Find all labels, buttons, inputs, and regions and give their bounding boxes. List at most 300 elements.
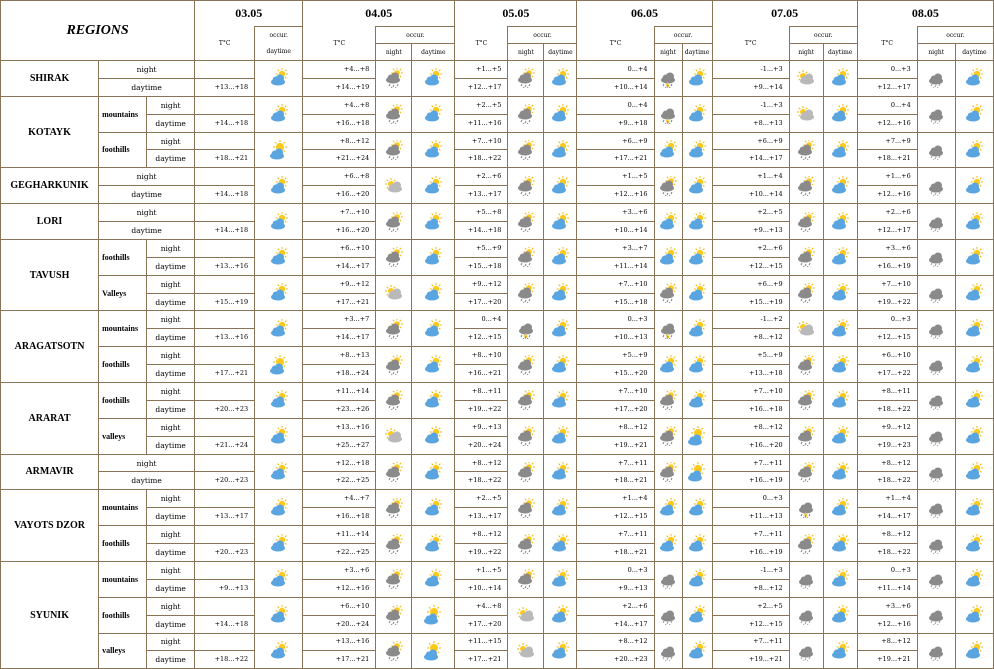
- cloudy-rain-icon: [508, 247, 543, 267]
- temp-col-header: T°C: [857, 27, 917, 61]
- sun-shower-icon: [255, 140, 302, 160]
- day-icon-cell: [412, 418, 455, 454]
- thunderstorm-icon: [655, 104, 682, 124]
- temp-range: +12...+16: [857, 114, 917, 132]
- overcast-rain-icon: [918, 68, 955, 88]
- day-icon-cell: [682, 132, 712, 168]
- temp-range: +1...+4: [857, 490, 917, 508]
- thunderstorm-icon: [655, 68, 682, 88]
- day-icon-cell: [544, 347, 577, 383]
- temp-range: -1...+2: [712, 311, 789, 329]
- cloudy-rain-icon: [655, 390, 682, 410]
- cloud-sun-icon: [790, 104, 823, 124]
- day-icon-cell: [955, 347, 993, 383]
- temp-range: +10...+14: [455, 579, 508, 597]
- table-row: [1, 239, 994, 257]
- temp-range: +19...+21: [857, 651, 917, 669]
- day-icon-cell: [823, 526, 857, 562]
- night-icon-cell: [654, 383, 682, 419]
- night-icon-cell: [789, 490, 823, 526]
- cloudy-rain-icon: [376, 390, 411, 410]
- overcast-rain-icon: [918, 534, 955, 554]
- partly-cloudy-icon: [255, 426, 302, 446]
- overcast-rain-icon: [918, 212, 955, 232]
- temp-range: [195, 633, 255, 651]
- night-icon-cell: [917, 418, 955, 454]
- region-name: LORI: [1, 204, 99, 240]
- night-icon-cell: [376, 561, 412, 597]
- night-icon-cell: [508, 526, 544, 562]
- temp-range: +8...+12: [857, 454, 917, 472]
- night-icon-cell: [508, 239, 544, 275]
- period-label: daytime: [147, 544, 195, 562]
- temp-range: +13...+17: [455, 508, 508, 526]
- day-icon-cell: [823, 96, 857, 132]
- cloudy-rain-icon: [376, 569, 411, 589]
- period-label: night: [147, 132, 195, 150]
- temp-range: +8...+13: [712, 114, 789, 132]
- temp-range: +3...+7: [303, 311, 376, 329]
- temp-range: +12...+16: [303, 579, 376, 597]
- cloudy-rain-icon: [376, 104, 411, 124]
- temp-range: +6...+10: [303, 239, 376, 257]
- cloudy-rain-icon: [376, 641, 411, 661]
- temp-range: +5...+9: [455, 239, 508, 257]
- period-label: night: [147, 526, 195, 544]
- day-icon-cell: [955, 96, 993, 132]
- partly-cloudy-icon: [412, 355, 454, 375]
- period-label: night: [99, 61, 195, 79]
- day-icon-cell: [955, 239, 993, 275]
- temp-range: +22...+25: [303, 472, 376, 490]
- day-icon-cell: [823, 454, 857, 490]
- temp-range: +12...+16: [577, 186, 654, 204]
- temp-range: +3...+6: [303, 561, 376, 579]
- day-icon-cell: [544, 526, 577, 562]
- partly-cloudy-icon: [824, 641, 857, 661]
- overcast-rain-icon: [918, 247, 955, 267]
- table-row: [1, 275, 994, 293]
- temp-range: +12...+18: [303, 454, 376, 472]
- day-icon-cell: [544, 418, 577, 454]
- partly-cloudy-icon: [956, 212, 993, 232]
- night-icon-cell: [789, 383, 823, 419]
- partly-cloudy-icon: [824, 176, 857, 196]
- overcast-rain-icon: [918, 426, 955, 446]
- temp-range: +16...+19: [712, 544, 789, 562]
- temp-range: +19...+22: [857, 293, 917, 311]
- temp-range: +11...+14: [303, 526, 376, 544]
- occur-col-header: occur.: [654, 27, 712, 44]
- day-icon-cell: [682, 383, 712, 419]
- temp-range: +2...+6: [455, 168, 508, 186]
- day-icon-cell: [412, 597, 455, 633]
- night-icon-cell: [508, 633, 544, 669]
- temp-range: +13...+16: [303, 633, 376, 651]
- partly-cloudy-icon: [412, 247, 454, 267]
- night-icon-cell: [508, 490, 544, 526]
- day-icon-cell: [682, 418, 712, 454]
- cloudy-rain-icon: [376, 462, 411, 482]
- temp-range: +16...+18: [303, 114, 376, 132]
- cloudy-rain-icon: [376, 605, 411, 625]
- partly-cloudy-icon: [824, 498, 857, 518]
- period-label: daytime: [147, 436, 195, 454]
- table-row: [1, 168, 994, 186]
- night-icon-cell: [376, 347, 412, 383]
- weather-icon-cell: [255, 96, 303, 132]
- day-icon-cell: [955, 275, 993, 311]
- day-icon-cell: [955, 204, 993, 240]
- day-icon-cell: [412, 633, 455, 669]
- cloudy-rain-icon: [508, 176, 543, 196]
- period-label: night: [147, 96, 195, 114]
- day-icon-cell: [955, 526, 993, 562]
- temp-range: [195, 561, 255, 579]
- overcast-rain-icon: [790, 569, 823, 589]
- temp-range: +6...+9: [712, 275, 789, 293]
- temp-range: +5...+8: [455, 204, 508, 222]
- period-label: daytime: [147, 293, 195, 311]
- temp-range: [195, 96, 255, 114]
- night-icon-cell: [654, 347, 682, 383]
- partly-cloudy-icon: [412, 140, 454, 160]
- temp-range: +1...+4: [712, 168, 789, 186]
- day-icon-cell: [823, 347, 857, 383]
- partly-cloudy-icon: [956, 498, 993, 518]
- cloudy-rain-icon: [376, 498, 411, 518]
- period-label: daytime: [147, 400, 195, 418]
- zone-label: foothills: [99, 597, 147, 633]
- cloudy-rain-icon: [790, 390, 823, 410]
- temp-range: +16...+18: [712, 400, 789, 418]
- partly-cloudy-icon: [412, 212, 454, 232]
- period-label: daytime: [147, 365, 195, 383]
- night-subheader: night: [508, 44, 544, 61]
- night-subheader: night: [789, 44, 823, 61]
- night-icon-cell: [917, 633, 955, 669]
- day-icon-cell: [955, 490, 993, 526]
- temp-range: +8...+12: [712, 329, 789, 347]
- day-icon-cell: [823, 561, 857, 597]
- temp-range: [195, 383, 255, 401]
- date-header: 04.05: [303, 1, 455, 27]
- temp-range: +19...+23: [857, 436, 917, 454]
- zone-label: mountains: [99, 490, 147, 526]
- day-icon-cell: [682, 347, 712, 383]
- partly-cloudy-icon: [956, 605, 993, 625]
- day-icon-cell: [682, 633, 712, 669]
- temp-range: +17...+20: [455, 615, 508, 633]
- cloudy-rain-icon: [790, 176, 823, 196]
- night-icon-cell: [917, 454, 955, 490]
- temp-range: +12...+17: [857, 78, 917, 96]
- temp-range: +9...+13: [577, 579, 654, 597]
- night-icon-cell: [376, 96, 412, 132]
- period-label: daytime: [147, 150, 195, 168]
- temp-range: +10...+14: [577, 78, 654, 96]
- day-icon-cell: [682, 61, 712, 97]
- zone-label: valleys: [99, 633, 147, 669]
- temp-range: +4...+8: [303, 61, 376, 79]
- weather-icon-cell: [255, 490, 303, 526]
- cloudy-rain-icon: [508, 355, 543, 375]
- partly-cloudy-icon: [255, 390, 302, 410]
- temp-range: [195, 61, 255, 79]
- temp-range: +2...+6: [577, 597, 654, 615]
- period-label: night: [147, 418, 195, 436]
- partly-cloudy-icon: [655, 534, 682, 554]
- cloud-sun-icon: [790, 319, 823, 339]
- weather-icon-cell: [255, 383, 303, 419]
- partly-cloudy-icon: [824, 355, 857, 375]
- night-icon-cell: [376, 597, 412, 633]
- region-name: SYUNIK: [1, 561, 99, 668]
- night-icon-cell: [508, 204, 544, 240]
- temp-range: +8...+10: [455, 347, 508, 365]
- period-label: night: [147, 275, 195, 293]
- partly-cloudy-icon: [255, 176, 302, 196]
- weather-icon-cell: [255, 275, 303, 311]
- weather-icon-cell: [255, 633, 303, 669]
- temp-range: +18...+22: [857, 472, 917, 490]
- partly-cloudy-icon: [683, 355, 712, 375]
- weather-icon-cell: [255, 168, 303, 204]
- day-icon-cell: [823, 490, 857, 526]
- day-icon-cell: [412, 383, 455, 419]
- temp-range: +7...+11: [712, 526, 789, 544]
- overcast-rain-icon: [918, 641, 955, 661]
- night-icon-cell: [376, 311, 412, 347]
- zone-label: foothills: [99, 132, 147, 168]
- temp-range: [195, 275, 255, 293]
- night-icon-cell: [789, 418, 823, 454]
- partly-cloudy-icon: [683, 212, 712, 232]
- temp-range: +13...+17: [195, 508, 255, 526]
- night-icon-cell: [917, 490, 955, 526]
- day-icon-cell: [544, 454, 577, 490]
- night-icon-cell: [654, 311, 682, 347]
- day-icon-cell: [955, 454, 993, 490]
- day-icon-cell: [544, 597, 577, 633]
- temp-range: +13...+16: [195, 257, 255, 275]
- temp-range: +18...+21: [577, 472, 654, 490]
- night-icon-cell: [917, 275, 955, 311]
- day-icon-cell: [823, 239, 857, 275]
- partly-cloudy-icon: [544, 569, 576, 589]
- region-name: VAYOTS DZOR: [1, 490, 99, 562]
- temp-range: +14...+17: [577, 615, 654, 633]
- temp-range: [195, 168, 255, 186]
- cloudy-rain-icon: [508, 68, 543, 88]
- partly-cloudy-icon: [544, 390, 576, 410]
- zone-label: foothills: [99, 239, 147, 275]
- night-icon-cell: [654, 96, 682, 132]
- partly-cloudy-icon: [824, 104, 857, 124]
- temp-range: +2...+5: [712, 204, 789, 222]
- temp-range: +7...+10: [303, 204, 376, 222]
- temp-range: +16...+19: [857, 257, 917, 275]
- overcast-rain-icon: [918, 104, 955, 124]
- temp-range: +9...+13: [712, 222, 789, 240]
- cloudy-rain-icon: [655, 283, 682, 303]
- temp-range: +12...+17: [455, 78, 508, 96]
- cloudy-rain-icon: [376, 319, 411, 339]
- temp-range: +15...+19: [195, 293, 255, 311]
- temp-range: +19...+22: [455, 400, 508, 418]
- night-icon-cell: [508, 454, 544, 490]
- temp-range: +14...+18: [195, 114, 255, 132]
- temp-range: +18...+22: [857, 400, 917, 418]
- day-icon-cell: [544, 383, 577, 419]
- day-icon-cell: [682, 275, 712, 311]
- temp-range: +2...+5: [712, 597, 789, 615]
- night-icon-cell: [917, 383, 955, 419]
- zone-label: foothills: [99, 347, 147, 383]
- temp-range: +14...+18: [195, 186, 255, 204]
- cloudy-rain-icon: [655, 462, 682, 482]
- partly-cloudy-icon: [412, 462, 454, 482]
- night-icon-cell: [654, 132, 682, 168]
- night-icon-cell: [917, 168, 955, 204]
- temp-range: +12...+15: [712, 615, 789, 633]
- overcast-rain-icon: [790, 641, 823, 661]
- night-subheader: night: [654, 44, 682, 61]
- night-icon-cell: [917, 597, 955, 633]
- day-icon-cell: [412, 454, 455, 490]
- day-icon-cell: [682, 597, 712, 633]
- zone-label: foothills: [99, 526, 147, 562]
- temp-range: +13...+18: [712, 365, 789, 383]
- temp-range: +10...+13: [577, 329, 654, 347]
- night-icon-cell: [917, 61, 955, 97]
- partly-cloudy-icon: [956, 283, 993, 303]
- temp-range: +15...+18: [455, 257, 508, 275]
- partly-cloudy-icon: [544, 641, 576, 661]
- period-label: daytime: [147, 508, 195, 526]
- partly-cloudy-icon: [255, 605, 302, 625]
- night-icon-cell: [654, 61, 682, 97]
- temp-range: +9...+12: [303, 275, 376, 293]
- night-icon-cell: [654, 275, 682, 311]
- night-icon-cell: [376, 132, 412, 168]
- overcast-rain-icon: [918, 462, 955, 482]
- partly-cloudy-icon: [544, 498, 576, 518]
- day-icon-cell: [682, 490, 712, 526]
- period-label: night: [147, 347, 195, 365]
- cloudy-rain-icon: [376, 247, 411, 267]
- night-icon-cell: [376, 383, 412, 419]
- zone-label: valleys: [99, 418, 147, 454]
- temp-range: [195, 239, 255, 257]
- daytime-subheader: daytime: [255, 44, 303, 61]
- temp-range: +16...+20: [303, 186, 376, 204]
- region-name: ARMAVIR: [1, 454, 99, 490]
- temp-range: +25...+27: [303, 436, 376, 454]
- overcast-rain-icon: [655, 569, 682, 589]
- partly-cloudy-icon: [956, 68, 993, 88]
- overcast-rain-icon: [918, 569, 955, 589]
- partly-cloudy-icon: [412, 68, 454, 88]
- cloudy-rain-icon: [508, 390, 543, 410]
- temp-range: +2...+6: [712, 239, 789, 257]
- temp-range: [195, 454, 255, 472]
- partly-cloudy-icon: [956, 140, 993, 160]
- temp-range: +5...+9: [712, 347, 789, 365]
- table-row: [1, 454, 994, 472]
- day-icon-cell: [412, 204, 455, 240]
- temp-range: +7...+10: [577, 275, 654, 293]
- thunderstorm-icon: [655, 319, 682, 339]
- day-icon-cell: [682, 96, 712, 132]
- partly-cloudy-icon: [255, 104, 302, 124]
- temp-range: +17...+20: [455, 293, 508, 311]
- night-icon-cell: [789, 61, 823, 97]
- temp-range: +23...+26: [303, 400, 376, 418]
- night-icon-cell: [917, 311, 955, 347]
- night-icon-cell: [376, 61, 412, 97]
- table-row: [1, 490, 994, 508]
- temp-range: +17...+20: [577, 400, 654, 418]
- weather-icon-cell: [255, 311, 303, 347]
- weather-icon-cell: [255, 454, 303, 490]
- partly-cloudy-icon: [824, 605, 857, 625]
- partly-cloudy-icon: [956, 426, 993, 446]
- partly-cloudy-icon: [544, 247, 576, 267]
- temp-range: +12...+15: [455, 329, 508, 347]
- temp-range: +4...+8: [303, 96, 376, 114]
- temp-range: +19...+22: [455, 544, 508, 562]
- weather-icon-cell: [255, 418, 303, 454]
- partly-cloudy-icon: [824, 534, 857, 554]
- night-icon-cell: [508, 347, 544, 383]
- partly-cloudy-icon: [655, 247, 682, 267]
- zone-label: foothills: [99, 383, 147, 419]
- night-icon-cell: [789, 454, 823, 490]
- temp-range: +4...+7: [303, 490, 376, 508]
- table-row: [1, 597, 994, 615]
- night-icon-cell: [654, 633, 682, 669]
- partly-cloudy-icon: [683, 104, 712, 124]
- cloudy-rain-icon: [655, 426, 682, 446]
- table-row: [1, 561, 994, 579]
- temp-range: +14...+19: [303, 78, 376, 96]
- day-icon-cell: [955, 561, 993, 597]
- temp-range: +9...+18: [577, 114, 654, 132]
- thunderstorm-icon: [508, 319, 543, 339]
- temp-range: +16...+20: [303, 222, 376, 240]
- temp-range: 0...+3: [712, 490, 789, 508]
- temp-range: +8...+12: [455, 526, 508, 544]
- temp-range: +8...+11: [455, 383, 508, 401]
- temp-range: +20...+24: [455, 436, 508, 454]
- overcast-rain-icon: [655, 641, 682, 661]
- night-icon-cell: [789, 526, 823, 562]
- cloudy-rain-icon: [508, 140, 543, 160]
- partly-cloudy-icon: [412, 283, 454, 303]
- temp-range: [195, 597, 255, 615]
- temp-range: +21...+24: [195, 436, 255, 454]
- temp-range: 0...+3: [857, 61, 917, 79]
- night-icon-cell: [508, 597, 544, 633]
- cloudy-rain-icon: [655, 176, 682, 196]
- night-icon-cell: [654, 490, 682, 526]
- night-icon-cell: [917, 132, 955, 168]
- partly-cloudy-icon: [956, 176, 993, 196]
- night-icon-cell: [508, 61, 544, 97]
- night-icon-cell: [789, 311, 823, 347]
- temp-range: +17...+21: [303, 293, 376, 311]
